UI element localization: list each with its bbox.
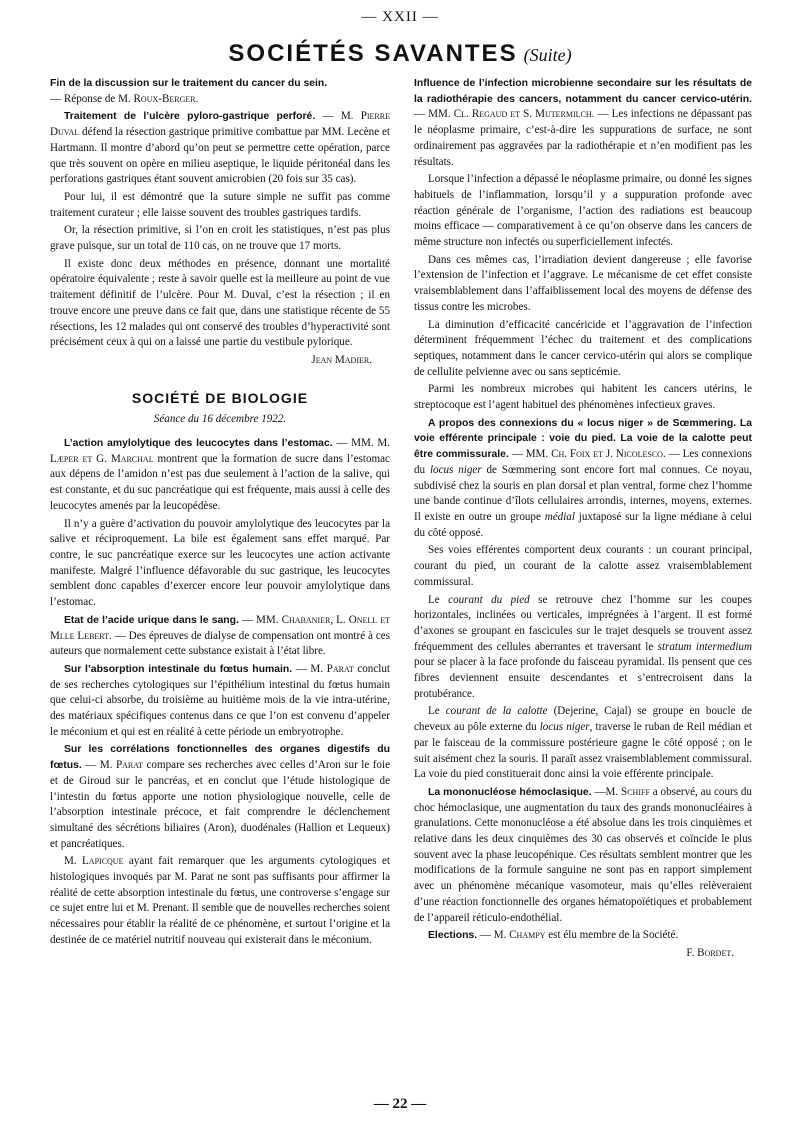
paragraph: Il existe donc deux méthodes en présence, donnant une mortalité opératoire équivalente ; reste à savoir quelle est la meilleure au point de vue traitement définitif de l’ulcère. Pour M. Duval, c’est la résection ; il en trouve encore une preuve dans ce fait que, dans une statistique récente de 55 résections, les 12 malades qui ont conservé des troubles d’hyperactivité sont précisément ceux à qui on a laissé une partie du vestibule pylorique. bbox=[50, 257, 390, 349]
signature: Jean Madier. bbox=[311, 353, 372, 366]
author-name: MM. Ch. Foix et J. Nicolesco bbox=[525, 448, 663, 461]
article-heading: Elections. bbox=[428, 930, 478, 942]
section-title: SOCIÉTÉS SAVANTES bbox=[228, 40, 518, 67]
latin-term: locus niger bbox=[539, 721, 590, 734]
article-heading: L’action amylolytique des leucocytes dans l’estomac. bbox=[64, 438, 333, 450]
paragraph: Influence de l’infection microbienne secondaire sur les résultats de la radiothérapie des cancers, notamment du cancer cervico-utérin. — MM. Cl. Regaud et S. Mutermilch. — Les infections ne dépassant pas le néoplasme primaire, c’est-à-dire les suppurations de surface, ne sont ordinairement pas aggravées par la radiothérapie et n’en modifient pas les résultats. bbox=[414, 78, 752, 168]
society-heading: SOCIÉTÉ DE BIOLOGIE bbox=[131, 389, 309, 406]
author-name: M. Pierre Duval bbox=[50, 110, 390, 139]
author-name: M. Schiff bbox=[605, 785, 650, 798]
page-title bbox=[0, 40, 800, 68]
paragraph: Parmi les nombreux microbes qui habitent les cancers utérins, le streptocoque est l’agent habituel des phénomènes infectieux graves. bbox=[414, 383, 752, 412]
author-name: M. Parat bbox=[99, 759, 144, 772]
article-heading: Sur les corrélations fonctionnelles des organes digestifs du fœtus. bbox=[50, 744, 390, 772]
page-number: — 22 — bbox=[373, 1096, 427, 1112]
article-heading: Fin de la discussion sur le traitement du cancer du sein. bbox=[50, 78, 328, 89]
author-name: M. Champy bbox=[493, 929, 546, 942]
article-heading: La mononucléose hémoclasique. bbox=[428, 786, 592, 798]
article-heading: Influence de l’infection microbienne secondaire sur les résultats de la radiothérapie des cancers, notamment du cancer cervico-utérin. bbox=[414, 78, 752, 105]
page-roman-numeral: — XXII — bbox=[361, 9, 439, 25]
section-title-suite: (Suite) bbox=[523, 45, 572, 65]
paragraph: Dans ces mêmes cas, l’irradiation devient dangereuse ; elle favorise l’extension de l’infection et l’aggrave. Le mécanisme de cet effet consiste vraisemblablement dans l’affaiblissement local des moyens de défense des tissus contre les microbes. bbox=[414, 253, 752, 313]
paragraph: Pour lui, il est démontré que la suture simple ne suffit pas comme traitement curateur ; elle laisse souvent des troubles gastriques tardifs. bbox=[50, 190, 390, 219]
author-name: MM. M. Læper et G. Marchal bbox=[50, 437, 390, 465]
paragraph: Sur les corrélations fonctionnelles des organes digestifs du fœtus. — M. Parat compare ses recherches avec celles d’Aron sur le foie et de Giroud sur le pancréas, et en conclut que l’étude histologique de l’intestin du fœtus apporte une notion physiologique nouvelle, celle de l’absorption intestinale précoce, et fait comprendre le déclenchement simultané des sécrétions biliaires (Aron), duodénales (Hallion et Lequeux) et pancréatiques. bbox=[50, 744, 390, 850]
author-name: M. Parat bbox=[310, 662, 354, 675]
paragraph: Ses voies efférentes comportent deux courants : un courant principal, courant du pied, un courant de la calotte assez vraisemblablement commissural. bbox=[414, 544, 752, 588]
paragraph: M. Lapicque ayant fait remarquer que les arguments cytologiques et histologiques invoqués par M. Parat ne sont pas suffisants pour affirmer la réalité de cette absorption intestinale du fœtus, une controverse s’engage sur ce sujet entre lui et M. Prenant. Il semble que de nouvelles recherches soient nécessaires pour établir la réalité de ce phénomène, et surtout l’origine et la destinée de ce matériel nutritif nouveau qui existerait dans le méconium. bbox=[50, 855, 390, 946]
latin-term: courant de la calotte bbox=[445, 705, 548, 718]
author-name: MM. Cl. Regaud et S. Mutermilch bbox=[428, 108, 592, 121]
paragraph: Le courant de la calotte (Dejerine, Cajal) se groupe en boucle de cheveux au pôle externe du locus niger, traverse le ruban de Reil médian et par le faisceau de la commissure postérieure gagne le côté opposé ; on le suit aisément chez la souris. Il paraît assez vraisemblablement commissural. La voie du pied constituerait donc ainsi la voie efférente principale. bbox=[414, 705, 752, 781]
article-heading: Traitement de l’ulcère pyloro-gastrique perforé. bbox=[64, 111, 316, 123]
article-heading: A propos des connexions du « locus niger » de Sœmmering. La voie efférente principale : voie du pied. La voie de la calotte peut être commissurale. bbox=[414, 417, 752, 461]
paragraph: Elections. — M. Champy est élu membre de la Société. bbox=[428, 929, 679, 942]
latin-term: stratum intermedium bbox=[657, 640, 752, 653]
article-heading: Sur l’absorption intestinale du fœtus humain. bbox=[64, 663, 293, 675]
signature: F. Bordet. bbox=[686, 946, 734, 959]
paragraph: Etat de l’acide urique dans le sang. — MM. Chabanier, L. Onell et Mlle Lebert. — Des épreuves de dialyse de compensation ont montré à ces auteurs que normalement cette substance existait à l’état libre. bbox=[50, 613, 391, 658]
latin-term: médial bbox=[544, 510, 575, 523]
paragraph: Sur l’absorption intestinale du fœtus humain. — M. Parat conclut de ses recherches cytologiques sur l’épithélium intestinal du fœtus humain que celui-ci absorbe, du troisième au huitième mois de la vie intra-utérine, des matériaux spécifiques contenus dans ce que l’on est convenu d’appeler le méconium et qui est en réalité à cette période un embryotrophe. bbox=[50, 662, 390, 738]
paragraph: Il n’y a guère d’activation du pouvoir amylolytique des leucocytes par la salive et réciproquement. La bile est également sans effet marqué. Par contre, le suc pancréatique exerce sur les leucocytes une action activante manifeste. Malgré l’influence défavorable du suc gastrique, les leucocytes semblent donc capables d’exercer encore leur pouvoir amylolytique dans l’estomac. bbox=[50, 517, 390, 609]
author-name: M. Lapicque bbox=[64, 855, 124, 868]
left-column bbox=[50, 76, 390, 951]
paragraph: Fin de la discussion sur le traitement du cancer du sein. — Réponse de M. Roux-Berger. bbox=[50, 78, 328, 105]
author-name: Roux-Berger bbox=[133, 92, 196, 105]
paragraph: Or, la résection primitive, si l’on en croit les statistiques, n’est pas plus grave puisque, sur un total de 110 cas, on ne trouve que 17 morts. bbox=[50, 224, 390, 253]
latin-term: courant du pied bbox=[448, 593, 530, 606]
session-date: Séance du 16 décembre 1922. bbox=[153, 413, 287, 426]
article-heading: Etat de l’acide urique dans le sang. bbox=[64, 614, 239, 626]
paragraph: Traitement de l’ulcère pyloro-gastrique perforé. — M. Pierre Duval défend la résection gastrique primitive combattue par MM. Lecène et Hartmann. Il montre d’abord qu’on peut se permettre cette opération, parce que très souvent on opère en milieu aseptique, le liquide péritonéal dans les perforations gastriques étant souvent amicrobien (20 fois sur 35 cas). bbox=[50, 110, 390, 186]
author-name: MM. Chabanier, L. Onell et Mlle Lebert bbox=[50, 613, 391, 642]
paragraph: La diminution d’efficacité cancéricide et l’aggravation de l’infection déterminent fréquemment l’échec du traitement et des complications septiques, notamment dans le cancer cervico-utérin qui alors se complique de cellulite pelvienne avec ou sans septicémie. bbox=[414, 318, 752, 378]
paragraph: La mononucléose hémoclasique. —M. Schiff a observé, au cours du choc hémoclasique, une augmentation du taux des grands mononucléaires à granulations. Cette mononucléose a été absolue dans les trois cinquièmes et relative dans les deux cinquièmes des 30 cas observés et coïncide le plus souvent avec la phase leucopénique. Ces résultats semblent montrer que les modifications de la formule sanguine ne sont pas en rapport simplement avec un phénomène mécanique vasomoteur, mais qu’elles relèveraient d’une réaction fonctionnelle des organes hématopoïétiques et probablement de l’appareil réticulo-endothélial. bbox=[414, 785, 752, 924]
paragraph: L’action amylolytique des leucocytes dans l’estomac. — MM. M. Læper et G. Marchal montrent que la formation de sucre dans l’estomac aux dépens de l’amidon n’est pas due seulement à l’action de la salive, qui est constante, et du suc pancréatique qui est fréquente, mais aussi à celle des leucocytes amenés par la leucopédèse. bbox=[50, 437, 390, 512]
paragraph: A propos des connexions du « locus niger » de Sœmmering. La voie efférente principale : voie du pied. La voie de la calotte peut être commissurale. — MM. Ch. Foix et J. Nicolesco. — Les connexions du locus niger de Sœmmering sont encore fort mal connues. Ce noyau, subdivisé chez la souris en plan dorsal et plan ventral, forme chez l’homme une bande continue d’îlots cellulaires arrondis, internes, moyens, externes. Il existe en outre un groupe médial juxtaposé sur la ligne médiane à celui du côté opposé. bbox=[414, 417, 752, 539]
paragraph: Lorsque l’infection a dépassé le néoplasme primaire, ou donné les signes habituels de l’inflammation, lorsqu’il y a suppuration profonde avec réaction générale de l’organisme, l’action des radiations est beaucoup moins efficace — comparativement à ce qu’on observe dans les cancers de même structure non infectés ou superficiellement infectés. bbox=[414, 173, 752, 249]
paragraph: Le courant du pied se retrouve chez l’homme sur les coupes horizontales, inclinées ou verticales, imprégnées à l’argent. Il est formé d’axones se groupant en fascicules sur le trajet desquels se trouvent assez fréquemment des cellules aberrantes et traversant le stratum intermedium pour se placer à la face profonde du faisceau pyramidal. Ils pensent que ces fibres deviennent ensuite descendantes et s’entrecroisent dans la protubérance. bbox=[414, 593, 752, 700]
right-column bbox=[414, 76, 752, 964]
latin-term: locus niger bbox=[429, 463, 482, 476]
